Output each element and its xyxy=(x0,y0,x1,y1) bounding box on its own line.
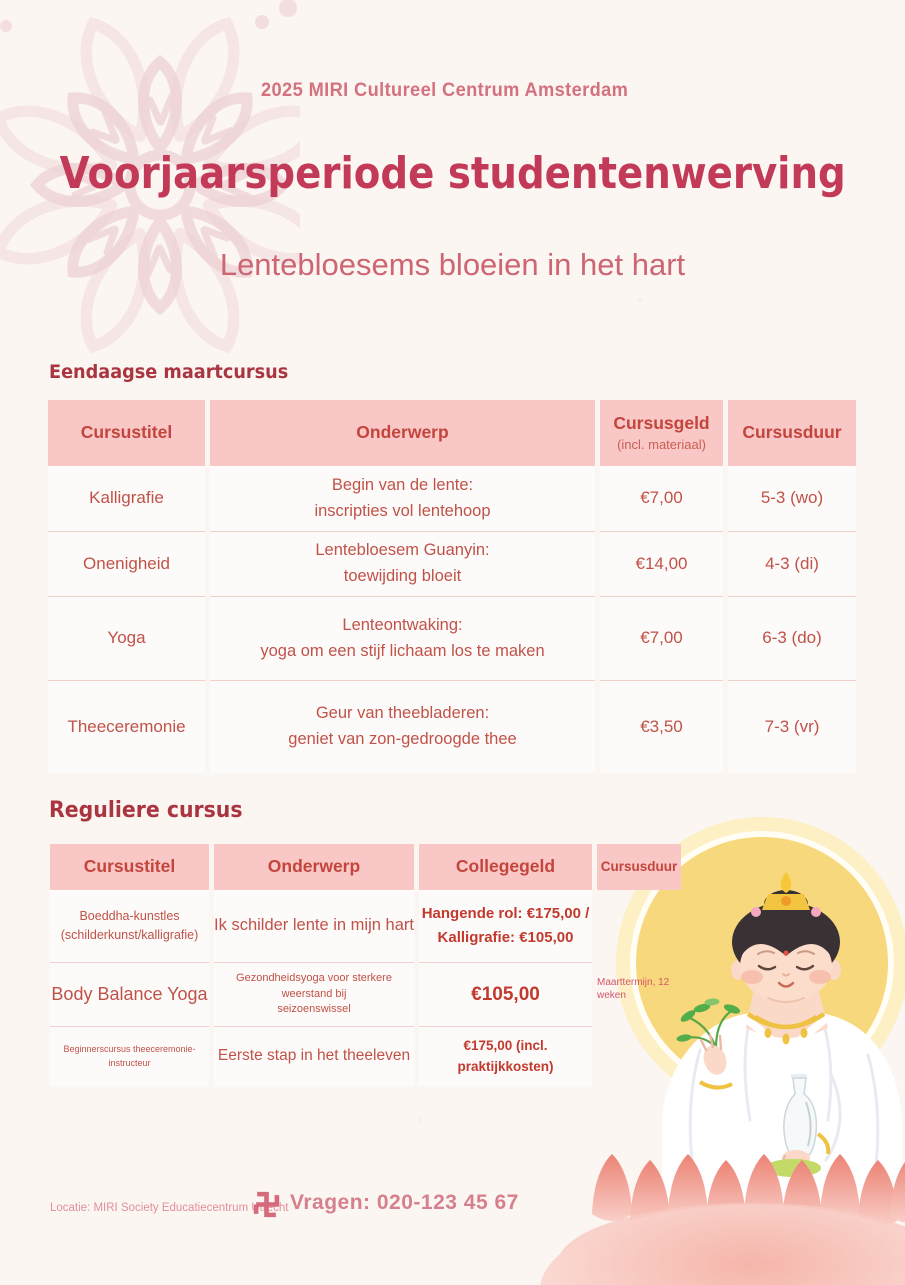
table-row-cell-subject: Lentebloesem Guanyin: toewijding bloeit xyxy=(210,532,595,597)
col-header-collegegeld: Collegegeld xyxy=(419,844,592,890)
table-row-cell-duration: 5-3 (wo) xyxy=(728,466,856,532)
table-row-cell-price: €7,00 xyxy=(600,466,723,532)
tagline xyxy=(0,80,905,102)
col-header-cursusduur: Cursusduur xyxy=(597,844,681,890)
page-title-text: Voorjaarsperiode studentenwerving xyxy=(59,148,846,199)
table-row-cell-title: Kalligrafie xyxy=(48,466,205,532)
footer-contact: Vragen: 020-123 45 67 xyxy=(290,1191,519,1214)
page-subtitle-text: Lentebloesems bloeien in het hart xyxy=(219,247,686,282)
lotus-flower xyxy=(540,1154,905,1285)
table-row-cell-duration: 4-3 (di) xyxy=(728,532,856,597)
col-header-cursusgeld: Cursusgeld (incl. materiaal) xyxy=(600,400,723,466)
table-row-cell-subject: Gezondheidsyoga voor sterkere weerstand bij seizoenswissel xyxy=(214,963,414,1027)
table-row-cell-title: Boeddha-kunstles (schilderkunst/kalligrafie) xyxy=(50,890,209,963)
col-header-onderwerp: Onderwerp xyxy=(210,400,595,466)
table-row-cell-duration xyxy=(597,890,681,963)
duration-note: Maarttermijn, 12 weken xyxy=(597,977,670,1001)
table-row-cell-duration: 7-3 (vr) xyxy=(728,681,856,773)
table-row-cell-price: €175,00 (incl. praktijkkosten) xyxy=(419,1027,592,1086)
section-title-reguliere: Reguliere cursus xyxy=(49,798,243,823)
section-title-eendaagse: Eendaagse maartcursus xyxy=(49,361,289,383)
table-row-cell-price: €105,00 xyxy=(419,963,592,1027)
cursusgeld-subnote: (incl. materiaal) xyxy=(617,436,706,452)
manji-icon xyxy=(253,1191,280,1223)
table-row-cell-duration xyxy=(597,1027,681,1086)
footer-location: Locatie: MIRI Society Educatiecentrum Utrecht xyxy=(50,1202,289,1214)
page-title xyxy=(0,148,905,199)
table-row-cell-price: Hangende rol: €175,00 / Kalligrafie: €105,00 xyxy=(419,890,592,963)
tagline-text: 2025 MIRI Cultureel Centrum Amsterdam xyxy=(261,80,629,101)
table-row-cell-title: Theeceremonie xyxy=(48,681,205,773)
table-row-cell-price: €14,00 xyxy=(600,532,723,597)
table-row-cell-subject: Begin van de lente: inscripties vol lentehoop xyxy=(210,466,595,532)
col-header-cursusduur: Cursusduur xyxy=(728,400,856,466)
table-row-cell-title: Body Balance Yoga xyxy=(50,963,209,1027)
table-row-cell-price: €7,00 xyxy=(600,597,723,681)
table-row-cell-title: Onenigheid xyxy=(48,532,205,597)
table-row-cell-title: Beginnerscursus theeceremonie-instructeur xyxy=(50,1027,209,1086)
regular-course-table xyxy=(50,844,681,1086)
table-row-cell-subject: Eerste stap in het theeleven xyxy=(214,1027,414,1086)
table-row-cell-price: €3,50 xyxy=(600,681,723,773)
one-day-course-table xyxy=(48,400,856,773)
page-subtitle xyxy=(0,247,905,283)
col-header-cursustitel: Cursustitel xyxy=(50,844,209,890)
table-row-cell-duration: 6-3 (do) xyxy=(728,597,856,681)
col-header-cursustitel: Cursustitel xyxy=(48,400,205,466)
col-header-onderwerp: Onderwerp xyxy=(214,844,414,890)
table-row-cell-subject: Geur van theebladeren: geniet van zon-gedroogde thee xyxy=(210,681,595,773)
table-row-cell-title: Yoga xyxy=(48,597,205,681)
table-row-cell-subject: Ik schilder lente in mijn hart xyxy=(214,890,414,963)
bindi xyxy=(783,950,788,955)
table-row-cell-subject: Lenteontwaking: yoga om een stijf lichaam los te maken xyxy=(210,597,595,681)
